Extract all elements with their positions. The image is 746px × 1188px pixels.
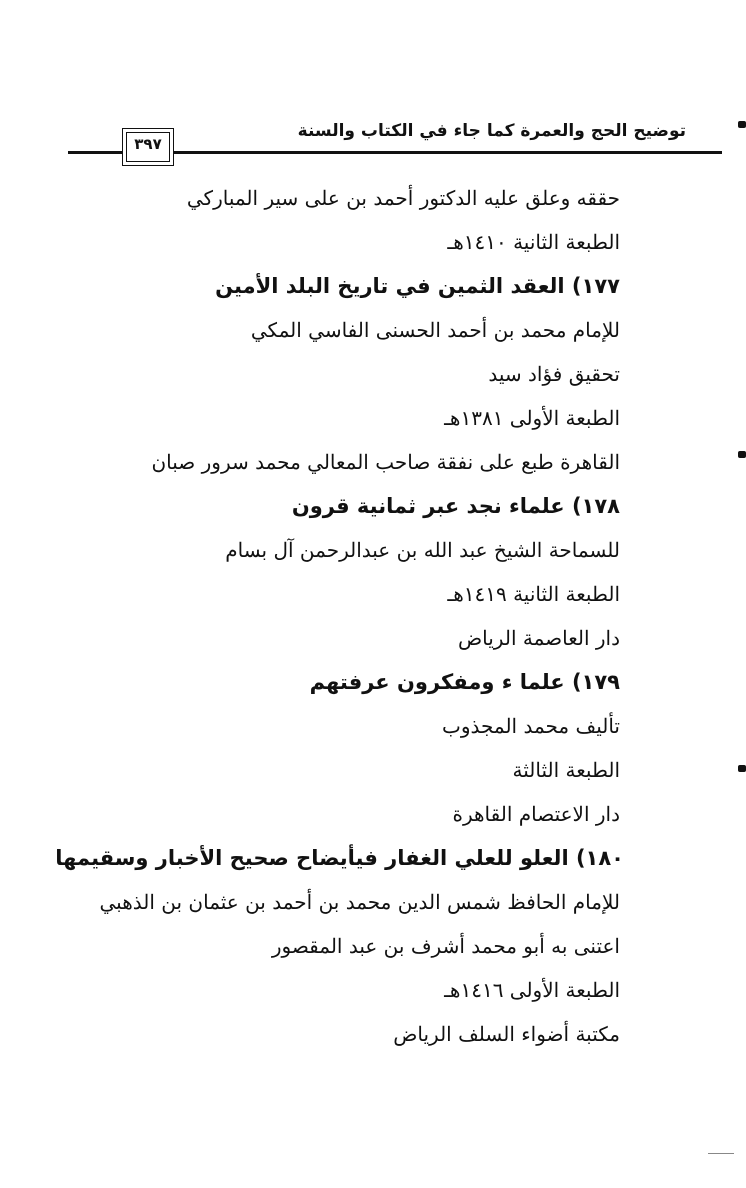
- running-header-title: توضيح الحج والعمرة كما جاء في الكتاب والسنة: [297, 121, 686, 141]
- reference-line: تحقيق فؤاد سيد: [488, 362, 620, 386]
- reference-line: دار العاصمة الرياض: [457, 626, 620, 650]
- reference-line: الطبعة الأولى ١٣٨١هـ: [444, 406, 620, 430]
- reference-line: دار الاعتصام القاهرة: [452, 802, 620, 826]
- margin-mark: [738, 121, 746, 128]
- reference-line: للسماحة الشيخ عبد الله بن عبدالرحمن آل بسام: [225, 538, 620, 562]
- margin-mark: [738, 765, 746, 772]
- page-number-box: [122, 128, 174, 166]
- page-edge-rule: [708, 1153, 734, 1154]
- reference-heading: ١٧٨) علماء نجد عبر ثمانية قرون: [291, 494, 620, 518]
- reference-line: الطبعة الأولى ١٤١٦هـ: [444, 978, 620, 1002]
- reference-line: للإمام محمد بن أحمد الحسنى الفاسي المكي: [250, 318, 620, 342]
- reference-heading: ١٧٩) علما ء ومفكرون عرفتهم: [309, 670, 620, 694]
- reference-heading: ١٨٠) العلو للعلي الغفار فيأيضاح صحيح الأخبار وسقيمها: [55, 846, 624, 870]
- reference-line: الطبعة الثانية ١٤١٠هـ: [447, 230, 620, 254]
- page-number: ٣٩٧: [134, 135, 162, 153]
- reference-list: [55, 176, 624, 1056]
- reference-line: الطبعة الثانية ١٤١٩هـ: [447, 582, 620, 606]
- reference-line: اعتنى به أبو محمد أشرف بن عبد المقصور: [271, 934, 620, 958]
- reference-heading: ١٧٧) العقد الثمين في تاريخ البلد الأمين: [215, 274, 620, 298]
- reference-line: مكتبة أضواء السلف الرياض: [393, 1022, 620, 1046]
- margin-mark: [738, 451, 746, 458]
- reference-line: الطبعة الثالثة: [512, 758, 620, 782]
- reference-line: القاهرة طبع على نفقة صاحب المعالي محمد سرور صبان: [151, 450, 620, 474]
- reference-line: للإمام الحافظ شمس الدين محمد بن أحمد بن عثمان بن الذهبي: [99, 890, 620, 914]
- reference-line: تأليف محمد المجذوب: [442, 714, 620, 738]
- reference-line: حققه وعلق عليه الدكتور أحمد بن على سير المباركي: [186, 186, 620, 210]
